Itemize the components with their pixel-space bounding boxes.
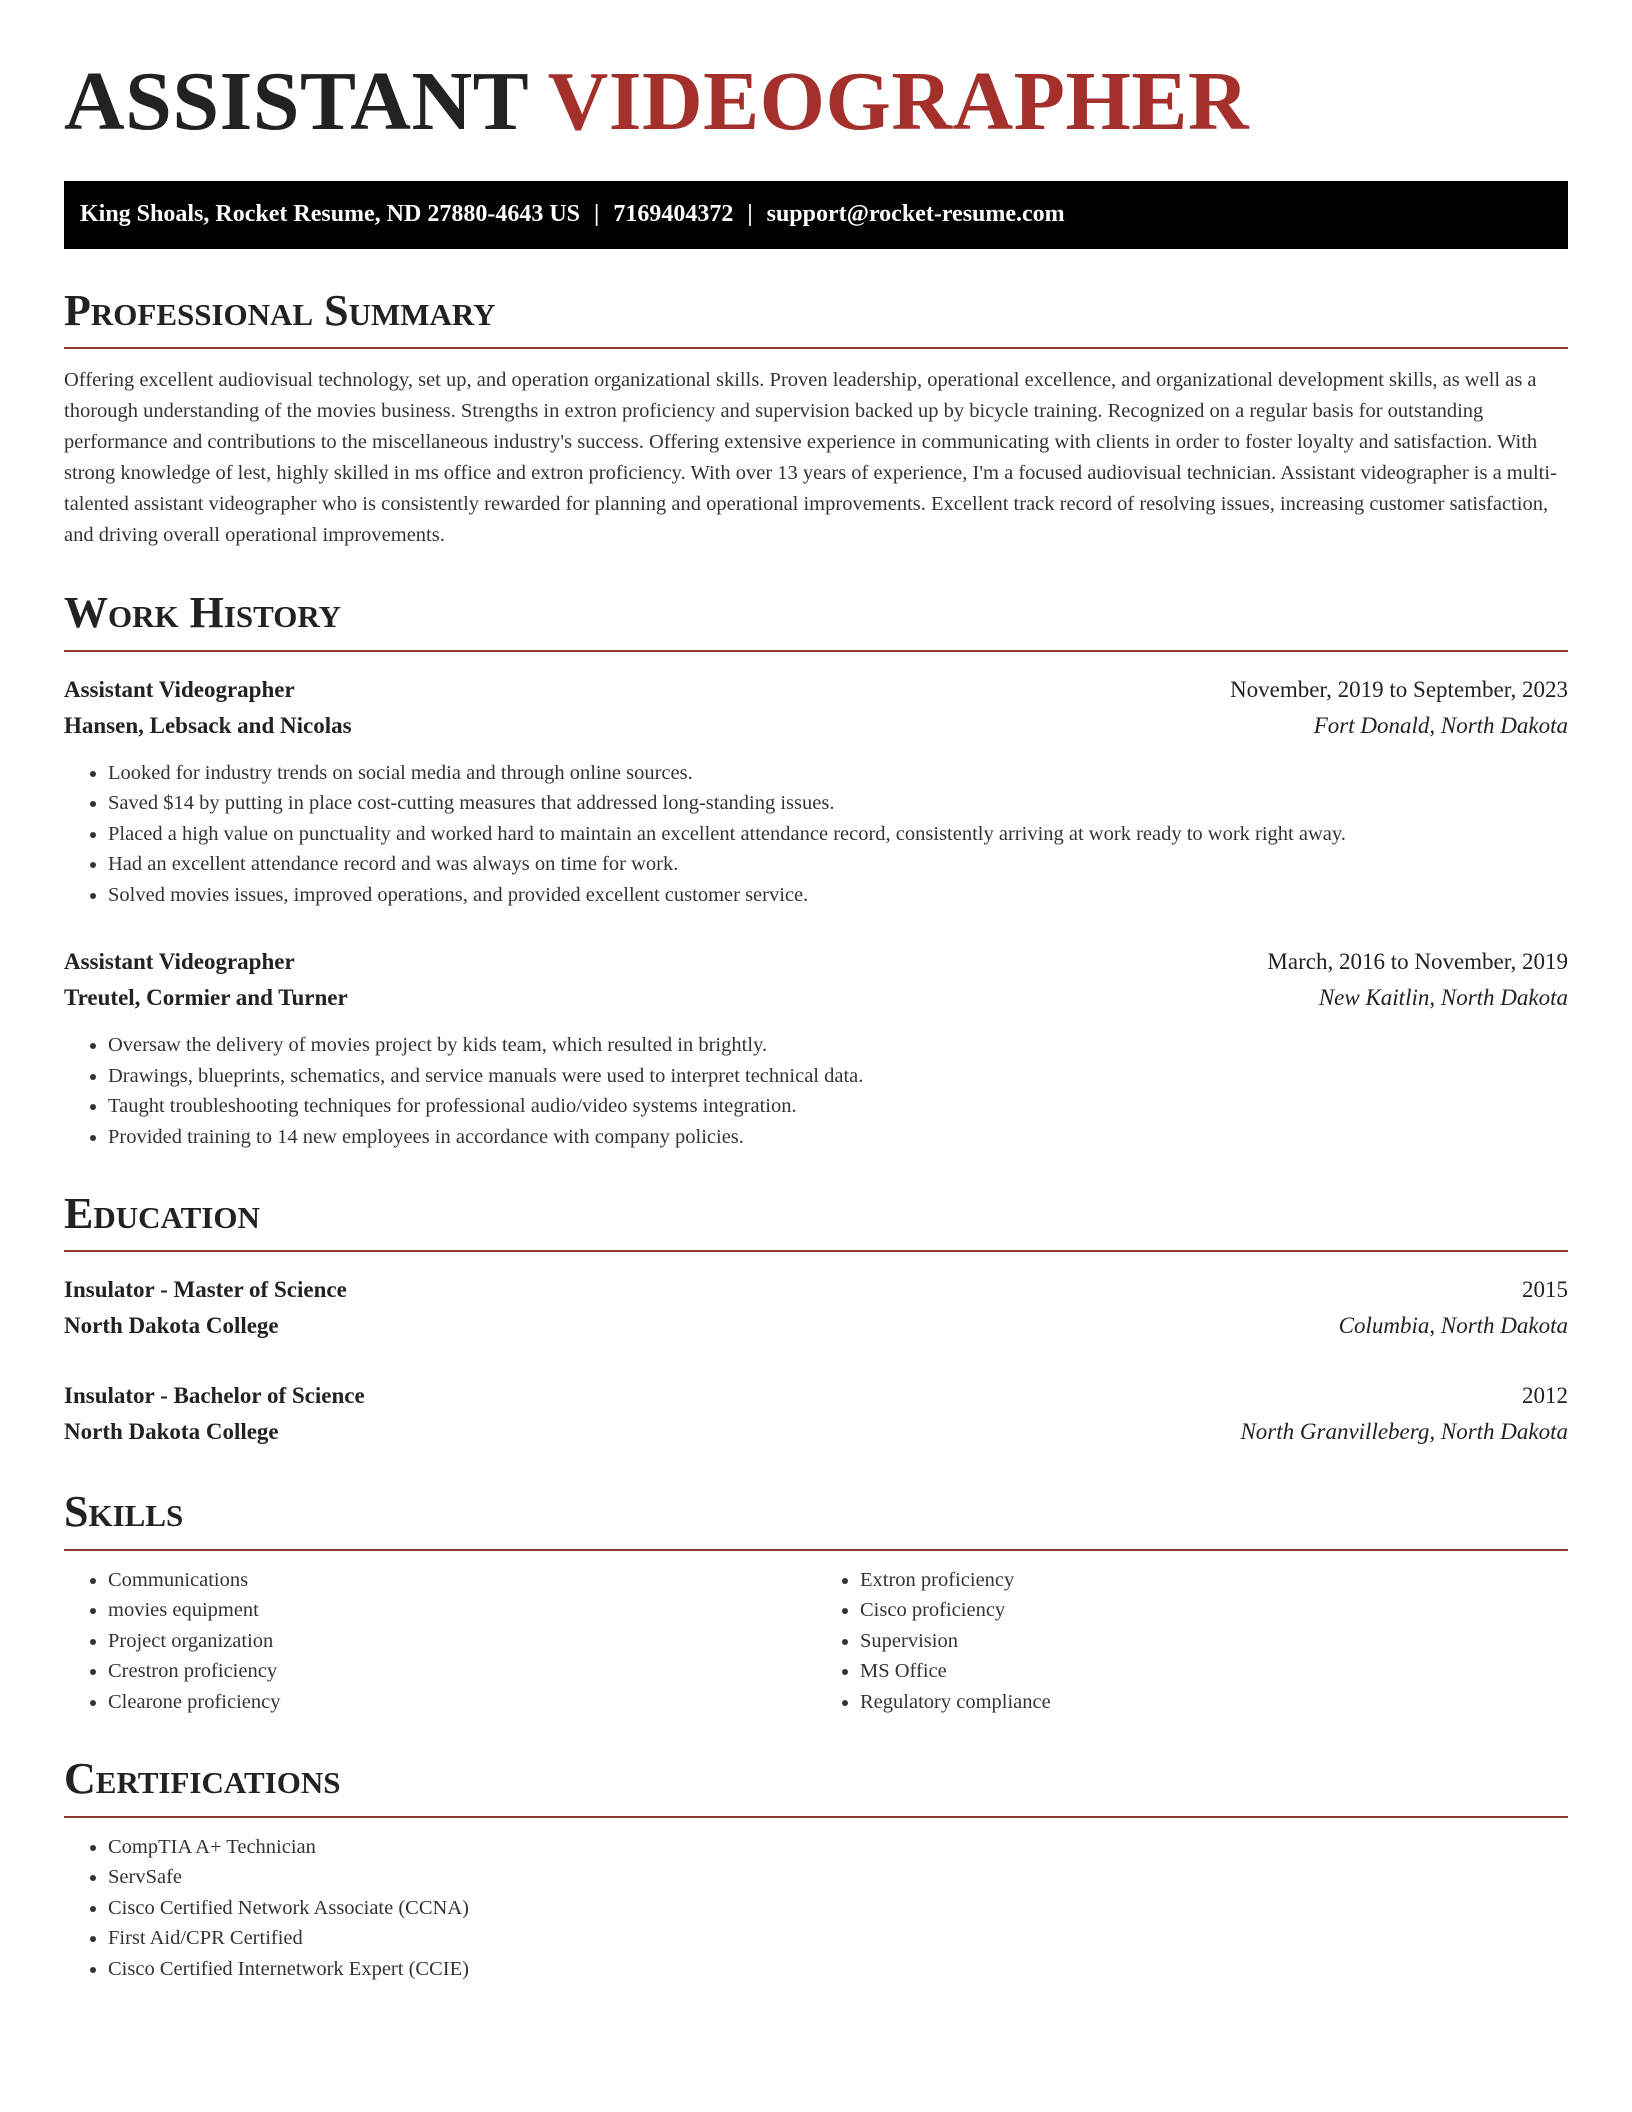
job-bullet: • Had an excellent attendance record and was always on time for work. bbox=[108, 849, 1568, 880]
section-title-summary: Professional Summary bbox=[64, 287, 1568, 349]
education-year: 2012 bbox=[1522, 1383, 1568, 1409]
job-bullet: • Placed a high value on punctuality and worked hard to maintain an excellent attendance record, consistently arriving at work ready to work right away. bbox=[108, 819, 1568, 850]
education-school: North Dakota College bbox=[64, 1313, 279, 1339]
section-title-education: Education bbox=[64, 1190, 1568, 1252]
job-bullet: • Drawings, blueprints, schematics, and service manuals were used to interpret technical data. bbox=[108, 1061, 1568, 1092]
job-company-row bbox=[64, 708, 1568, 744]
contact-separator: | bbox=[594, 201, 600, 228]
skill-item: • Cisco proficiency bbox=[860, 1595, 1568, 1626]
name-last: VIDEOGRAPHER bbox=[547, 55, 1250, 148]
education-degree-row bbox=[64, 1378, 1568, 1414]
education-degree: Insulator - Master of Science bbox=[64, 1277, 347, 1303]
job-title: Assistant Videographer bbox=[64, 676, 295, 702]
education-location: North Granvilleberg, North Dakota bbox=[1240, 1419, 1568, 1445]
job-bullet: • Looked for industry trends on social media and through online sources. bbox=[108, 758, 1568, 789]
skills-list-right bbox=[816, 1565, 1568, 1718]
job-bullet: • Solved movies issues, improved operations, and provided excellent customer service. bbox=[108, 880, 1568, 911]
job-bullet: • Taught troubleshooting techniques for professional audio/video systems integration. bbox=[108, 1091, 1568, 1122]
job-entry bbox=[64, 672, 1568, 911]
skills-section bbox=[64, 1488, 1568, 1717]
work-history-section bbox=[64, 589, 1568, 1152]
skill-item: • Supervision bbox=[860, 1626, 1568, 1657]
contact-phone: 7169404372 bbox=[613, 201, 734, 228]
skill-item: • Crestron proficiency bbox=[108, 1656, 816, 1687]
skill-item: • Project organization bbox=[108, 1626, 816, 1657]
certification-item: • Cisco Certified Internetwork Expert (CCIE) bbox=[108, 1954, 1568, 1985]
contact-separator: | bbox=[747, 201, 753, 228]
contact-email: support@rocket-resume.com bbox=[766, 201, 1065, 228]
skill-item: • Communications bbox=[108, 1565, 816, 1596]
certification-item: • CompTIA A+ Technician bbox=[108, 1832, 1568, 1863]
education-entry bbox=[64, 1272, 1568, 1344]
skills-list-left bbox=[64, 1565, 816, 1718]
certifications-section bbox=[64, 1755, 1568, 1984]
summary-section bbox=[64, 287, 1568, 551]
section-title-certifications: Certifications bbox=[64, 1755, 1568, 1817]
education-degree-row bbox=[64, 1272, 1568, 1308]
skill-item: • Regulatory compliance bbox=[860, 1687, 1568, 1718]
name-first: ASSISTANT bbox=[64, 55, 528, 148]
summary-text: Offering excellent audiovisual technology, set up, and operation organizational skills. Proven leadership, operational excellence, and organizational development skills, as well as a thorough understanding of the movies business. Strengths in extron proficiency and supervision backed up by bicycle training. Recognized on a regular basis for outstanding performance and contributions to the miscellaneous industry's success. Offering extensive experience in communicating with clients in order to foster loyalty and satisfaction. With strong knowledge of lest, highly skilled in ms office and extron proficiency. With over 13 years of experience, I'm a focused audiovisual technician. Assistant videographer is a multi-talented assistant videographer who is consistently rewarded for planning and operational improvements. Excellent track record of resolving issues, increasing customer satisfaction, and driving overall operational improvements. bbox=[64, 369, 1557, 547]
job-bullets bbox=[64, 758, 1568, 911]
job-title: Assistant Videographer bbox=[64, 949, 295, 975]
education-degree: Insulator - Bachelor of Science bbox=[64, 1383, 365, 1409]
education-entry bbox=[64, 1378, 1568, 1450]
job-dates: March, 2016 to November, 2019 bbox=[1267, 949, 1568, 975]
certification-item: • ServSafe bbox=[108, 1862, 1568, 1893]
job-company: Hansen, Lebsack and Nicolas bbox=[64, 712, 352, 738]
contact-bar bbox=[64, 181, 1568, 249]
resume-name bbox=[64, 52, 1568, 153]
certification-item: • First Aid/CPR Certified bbox=[108, 1923, 1568, 1954]
contact-address: King Shoals, Rocket Resume, ND 27880-4643 US bbox=[80, 201, 581, 228]
education-location: Columbia, North Dakota bbox=[1338, 1313, 1568, 1339]
job-bullet: • Oversaw the delivery of movies project by kids team, which resulted in brightly. bbox=[108, 1030, 1568, 1061]
education-section bbox=[64, 1190, 1568, 1450]
job-location: New Kaitlin, North Dakota bbox=[1318, 985, 1568, 1011]
job-company: Treutel, Cormier and Turner bbox=[64, 985, 348, 1011]
skills-grid bbox=[64, 1565, 1568, 1718]
job-dates: November, 2019 to September, 2023 bbox=[1230, 676, 1568, 702]
certifications-list bbox=[64, 1832, 1568, 1985]
certification-item: • Cisco Certified Network Associate (CCNA) bbox=[108, 1893, 1568, 1924]
section-title-work-history: Work History bbox=[64, 589, 1568, 651]
education-school-row bbox=[64, 1308, 1568, 1344]
job-bullet: • Saved $14 by putting in place cost-cutting measures that addressed long-standing issues. bbox=[108, 788, 1568, 819]
job-bullet: • Provided training to 14 new employees in accordance with company policies. bbox=[108, 1122, 1568, 1153]
section-title-skills: Skills bbox=[64, 1488, 1568, 1550]
job-header-row bbox=[64, 944, 1568, 980]
job-location: Fort Donald, North Dakota bbox=[1313, 712, 1568, 738]
education-year: 2015 bbox=[1522, 1277, 1568, 1303]
skill-item: • Extron proficiency bbox=[860, 1565, 1568, 1596]
job-entry bbox=[64, 944, 1568, 1152]
skill-item: • MS Office bbox=[860, 1656, 1568, 1687]
skill-item: • movies equipment bbox=[108, 1595, 816, 1626]
education-school-row bbox=[64, 1414, 1568, 1450]
skill-item: • Clearone proficiency bbox=[108, 1687, 816, 1718]
job-company-row bbox=[64, 980, 1568, 1016]
education-school: North Dakota College bbox=[64, 1419, 279, 1445]
job-bullets bbox=[64, 1030, 1568, 1152]
job-header-row bbox=[64, 672, 1568, 708]
